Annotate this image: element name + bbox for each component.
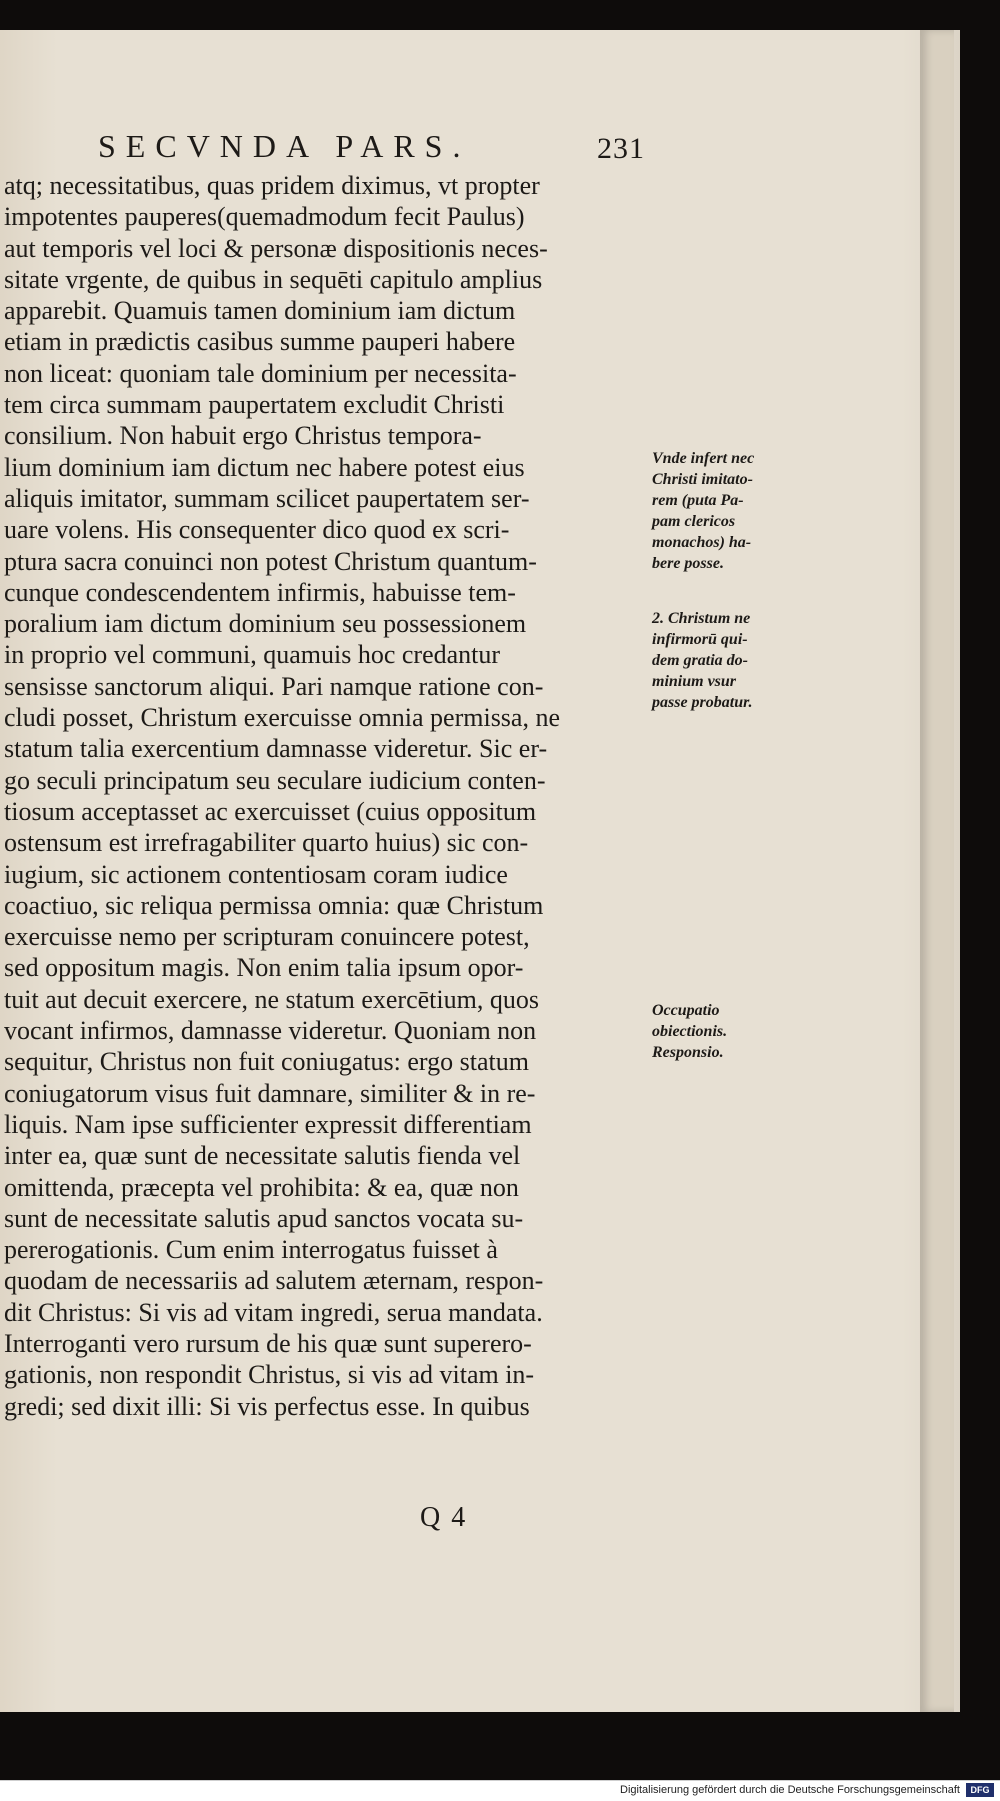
text-line: gredi; sed dixit illi: Si vis perfectus esse. In quibus [4, 1391, 530, 1421]
text-line: omittenda, præcepta vel prohibita: & ea, quæ non [4, 1172, 519, 1202]
text-line: tuit aut decuit exercere, ne statum exercētium, quos [4, 984, 539, 1014]
text-line: lium dominium iam dictum nec habere potest eius [4, 452, 525, 482]
text-line: cludi posset, Christum exercuisse omnia permissa, ne [4, 703, 561, 733]
signature-mark: Q 4 [420, 1502, 468, 1533]
margin-note-1 [652, 448, 802, 574]
text-line: in proprio vel communi, quamuis hoc credantur [4, 640, 501, 670]
margin-note-line: Occupatio [652, 1002, 720, 1019]
text-line: sitate vrgente, de quibus in sequēti capitulo amplius [4, 264, 543, 294]
text-line: tiosum acceptasset ac exercuisset (cuius oppositum [4, 796, 537, 826]
text-line: coniugatorum visus fuit damnare, similiter & in re- [4, 1078, 536, 1108]
main-text-column [4, 170, 664, 1422]
text-line: go seculi principatum seu seculare iudicium conten- [4, 765, 546, 795]
text-line: sequitur, Christus non fuit coniugatus: ergo statum [4, 1047, 529, 1077]
text-line: uare volens. His consequenter dico quod ex scri- [4, 515, 510, 545]
footer-credit: Digitalisierung gefördert durch die Deutsche Forschungsgemeinschaft [620, 1784, 960, 1796]
margin-note-line: bere posse. [652, 555, 724, 572]
text-line: sunt de necessitate salutis apud sanctos vocata su- [4, 1203, 524, 1233]
margin-note-line: minium vsur [652, 673, 737, 690]
margin-note-line: obiectionis. [652, 1023, 728, 1040]
text-line: aliquis imitator, summam scilicet paupertatem ser- [4, 483, 530, 513]
text-line: inter ea, quæ sunt de necessitate salutis fienda vel [4, 1141, 521, 1171]
text-line: iugium, sic actionem contentiosam coram iudice [4, 859, 508, 889]
text-line: impotentes pauperes(quemadmodum fecit Paulus) [4, 202, 525, 232]
text-line: atq; necessitatibus, quas pridem diximus, vt propter [4, 171, 540, 200]
margin-note-line: 2. Christum ne [652, 610, 751, 627]
text-line: coactiuo, sic reliqua permissa omnia: quæ Christum [4, 890, 544, 920]
margin-note-line: Vnde infert nec [652, 450, 755, 467]
margin-note-line: dem gratia do- [652, 652, 748, 669]
margin-note-line: rem (puta Pa- [652, 492, 744, 509]
text-line: pererogationis. Cum enim interrogatus fuisset à [4, 1235, 498, 1265]
margin-note-line: pam clericos [652, 513, 736, 530]
text-line: ptura sacra conuinci non potest Christum quantum- [4, 546, 537, 576]
text-line: sensisse sanctorum aliqui. Pari namque ratione con- [4, 671, 544, 701]
margin-note-2 [652, 608, 802, 713]
margin-note-line: infirmorū qui- [652, 631, 748, 648]
text-line: vocant infirmos, damnasse videretur. Quoniam non [4, 1016, 537, 1046]
running-title: SECVNDA PARS. [98, 128, 471, 164]
text-line: etiam in prædictis casibus summe pauperi habere [4, 327, 516, 357]
text-line: consilium. Non habuit ergo Christus tempora- [4, 421, 482, 451]
text-line: tem circa summam paupertatem excludit Christi [4, 390, 505, 420]
margin-note-line: passe probatur. [652, 694, 753, 711]
text-line: ostensum est irrefragabiliter quarto huius) sic con- [4, 828, 529, 858]
page-edge [920, 30, 954, 1712]
text-line: aut temporis vel loci & personæ dispositionis neces- [4, 233, 548, 263]
margin-note-line: Christi imitato- [652, 471, 753, 488]
margin-note-3 [652, 1000, 802, 1063]
text-line: poralium iam dictum dominium seu possessionem [4, 609, 527, 639]
text-line: quodam de necessariis ad salutem æternam, respon- [4, 1266, 544, 1296]
text-line: dit Christus: Si vis ad vitam ingredi, serua mandata. [4, 1297, 543, 1327]
text-line: liquis. Nam ipse sufficienter expressit differentiam [4, 1109, 532, 1139]
page-number: 231 [597, 132, 645, 165]
text-line: gationis, non respondit Christus, si vis ad vitam in- [4, 1360, 535, 1390]
margin-note-line: Responsio. [652, 1044, 724, 1061]
margin-note-line: monachos) ha- [652, 534, 752, 551]
text-line: non liceat: quoniam tale dominium per necessita- [4, 358, 517, 388]
text-line: apparebit. Quamuis tamen dominium iam dictum [4, 296, 516, 326]
footer-bar [0, 1780, 1000, 1801]
text-line: statum talia exercentium damnasse videretur. Sic er- [4, 734, 548, 764]
text-line: sed oppositum magis. Non enim talia ipsum opor- [4, 953, 524, 983]
text-line: Interroganti vero rursum de his quæ sunt superero- [4, 1328, 532, 1358]
text-line: cunque condescendentem infirmis, habuisse tem- [4, 577, 516, 607]
text-line: exercuisse nemo per scripturam conuincere potest, [4, 922, 530, 952]
dfg-logo: DFG [966, 1783, 994, 1797]
